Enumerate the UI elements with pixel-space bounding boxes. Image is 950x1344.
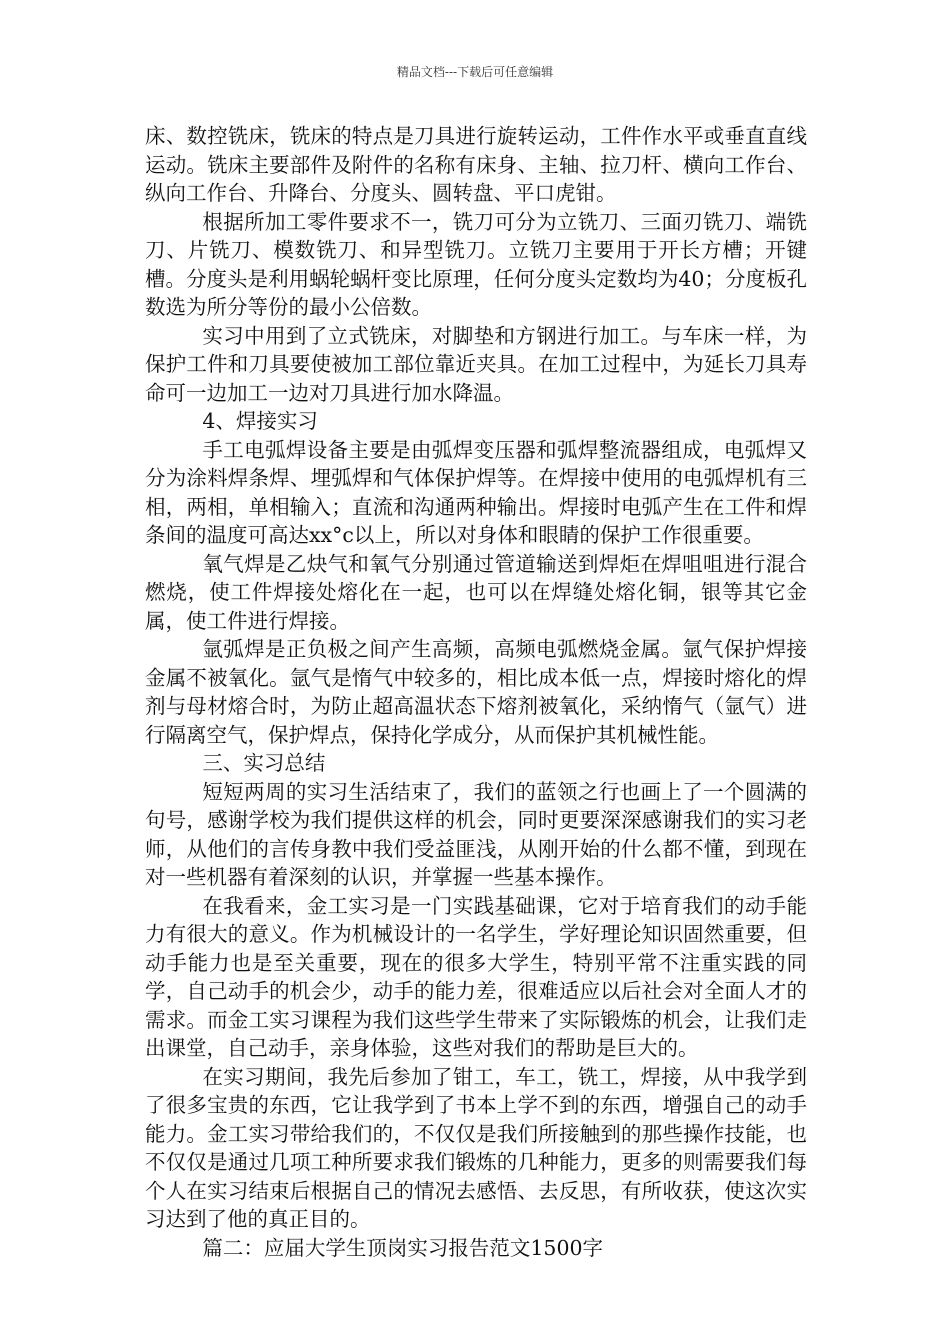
page-header: 精品文档---下载后可任意编辑 <box>396 65 554 79</box>
section-heading: 4、焊接实习 <box>202 409 318 433</box>
paragraph: 氧气焊是乙炔气和氧气分别通过管道输送到焊炬在焊咀咀进行混合燃烧，使工件焊接处熔化在一起，也可以在焊缝处熔化铜，银等其它金属，使工件进行焊接。 <box>145 551 807 633</box>
paragraph: 实习中用到了立式铣床，对脚垫和方钢进行加工。与车床一样，为保护工件和刀具要使被加工部位靠近夹具。在加工过程中，为延长刀具寿命可一边加工一边对刀具进行加水降温。 <box>145 323 807 405</box>
paragraph: 手工电弧焊设备主要是由弧焊变压器和弧焊整流器组成，电弧焊又分为涂料焊条焊、埋弧焊和气体保护焊等。在焊接中使用的电弧焊机有三相，两相，单相输入；直流和沟通两种输出。焊接时电弧产生在工件和焊条间的温度可高达xx°c以上，所以对身体和眼睛的保护工作很重要。 <box>145 437 807 547</box>
paragraph: 根据所加工零件要求不一，铣刀可分为立铣刀、三面刃铣刀、端铣刀、片铣刀、模数铣刀、和异型铣刀。立铣刀主要用于开长方槽；开键槽。分度头是利用蜗轮蜗杆变比原理，任何分度头定数均为40；分度板孔数选为所分等份的最小公倍数。 <box>145 209 807 319</box>
section-heading: 篇二：应届大学生顶岗实习报告范文1500字 <box>202 1235 604 1260</box>
paragraph: 短短两周的实习生活结束了，我们的蓝领之行也画上了一个圆满的句号，感谢学校为我们提供这样的机会，同时更要深深感谢我们的实习老师，从他们的言传身教中我们受益匪浅，从刚开始的什么都不懂，到现在对一些机器有着深刻的认识，并掌握一些基本操作。 <box>145 779 807 889</box>
section-heading: 三、实习总结 <box>202 751 326 775</box>
document-body <box>145 122 807 1262</box>
paragraph: 氩弧焊是正负极之间产生高频，高频电弧燃烧金属。氩气保护焊接金属不被氧化。氩气是惰气中较多的，相比成本低一点，焊接时熔化的焊剂与母材熔合时，为防止超高温状态下熔剂被氧化，采纳惰气（氩气）进行隔离空气，保护焊点，保持化学成分，从而保护其机械性能。 <box>145 637 807 747</box>
paragraph: 在我看来，金工实习是一门实践基础课，它对于培育我们的动手能力有很大的意义。作为机械设计的一名学生，学好理论知识固然重要，但动手能力也是至关重要，现在的很多大学生，特别平常不注重实践的同学，自己动手的机会少，动手的能力差，很难适应以后社会对全面人才的需求。而金工实习课程为我们这些学生带来了实际锻炼的机会，让我们走出课堂，自己动手，亲身体验，这些对我们的帮助是巨大的。 <box>145 893 807 1060</box>
paragraph: 在实习期间，我先后参加了钳工，车工，铣工，焊接，从中我学到了很多宝贵的东西，它让我学到了书本上学不到的东西，增强自己的动手能力。金工实习带给我们的，不仅仅是我们所接触到的那些操作技能，也不仅仅是通过几项工种所要求我们锻炼的几种能力，更多的则需要我们每个人在实习结束后根据自己的情况去感悟、去反思，有所收获，使这次实习达到了他的真正目的。 <box>145 1064 807 1231</box>
paragraph: 床、数控铣床，铣床的特点是刀具进行旋转运动，工件作水平或垂直直线运动。铣床主要部件及附件的名称有床身、主轴、拉刀杆、横向工作台、纵向工作台、升降台、分度头、圆转盘、平口虎钳。 <box>145 124 807 205</box>
